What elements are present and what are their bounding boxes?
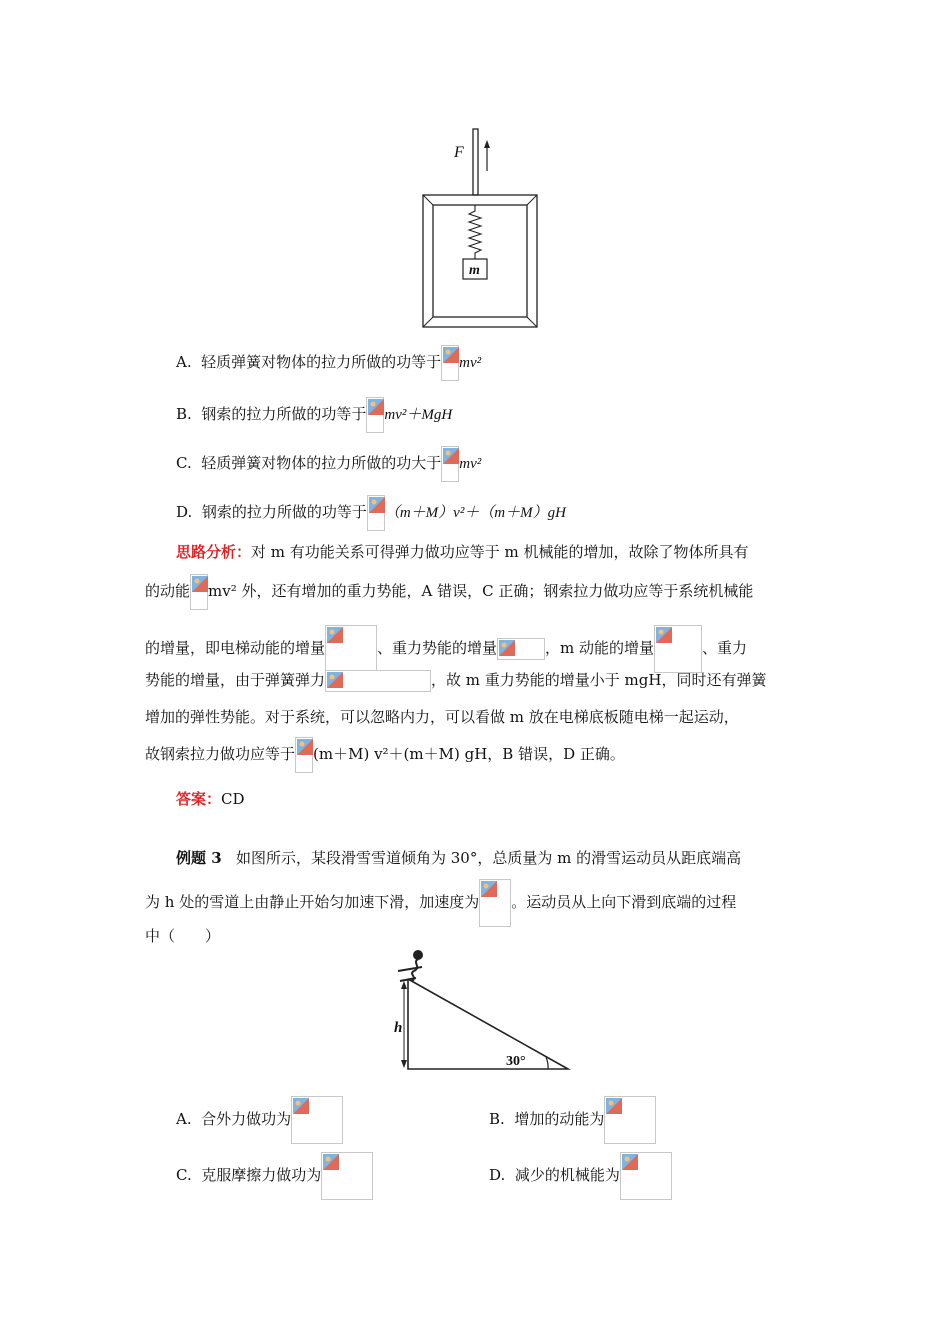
formula-image [295,737,313,773]
option-c: C. 轻质弹簧对物体的拉力所做的功大于 mv² [176,446,481,482]
q3-option-b: B. 增加的动能为 [489,1096,656,1144]
example3-line-3: 中（ ） [145,927,221,945]
option-a: A. 轻质弹簧对物体的拉力所做的功等于 mv² [176,345,481,381]
formula-image [325,625,377,673]
formula-image [497,638,545,660]
formula-image [321,1152,373,1200]
broken-image-icon [322,1153,340,1171]
option-d: D. 钢索的拉力所做的功等于 （m＋M）v²＋（m＋M）gH [176,495,566,531]
broken-image-icon [605,1097,623,1115]
q3-option-d: D. 减少的机械能为 [489,1152,672,1200]
broken-image-icon [292,1097,310,1115]
analysis-line-3: 的增量，即电梯动能的增量 、重力势能的增量 ，m 动能的增量 、重力 [145,625,747,673]
analysis-line-2: 的动能 mv² 外，还有增加的重力势能，A 错误，C 正确；钢索拉力做功应等于系统机械能 [145,574,753,610]
broken-image-icon [498,639,516,657]
example3-line-1: 例题 3 如图所示，某段滑雪雪道倾角为 30°，总质量为 m 的滑雪运动员从距底端高 [176,849,742,867]
broken-image-icon [621,1153,639,1171]
formula-image [291,1096,343,1144]
analysis-line-4: 势能的增量，由于弹簧弹力 ，故 m 重力势能的增量小于 mgH，同时还有弹簧 [145,670,766,692]
broken-image-icon [480,880,498,898]
broken-image-icon [367,398,385,416]
angle-label: 30° [506,1054,526,1069]
formula-image [325,670,431,692]
broken-image-icon [296,738,314,756]
broken-image-icon [326,626,344,644]
formula-image [441,345,459,381]
option-b: B. 钢索的拉力所做的功等于 mv²＋MgH [176,397,452,433]
formula-image [620,1152,672,1200]
height-label: h [394,1020,403,1036]
mass-label: m [469,263,480,278]
formula-image [479,879,511,927]
analysis-heading: 思路分析： [176,543,252,561]
broken-image-icon [326,671,344,689]
example3-line-2: 为 h 处的雪道上由静止开始匀加速下滑，加速度为 。运动员从上向下滑到底端的过程 [145,879,736,927]
elevator-spring-figure [410,125,550,335]
ski-slope-figure [378,945,578,1075]
q3-option-c: C. 克服摩擦力做功为 [176,1152,373,1200]
formula-image [366,397,384,433]
formula-image [441,446,459,482]
answer-line [176,789,245,809]
broken-image-icon [655,626,673,644]
broken-image-icon [368,496,386,514]
analysis-line-5: 增加的弹性势能。对于系统，可以忽略内力，可以看做 m 放在电梯底板随电梯一起运动， [145,708,739,726]
broken-image-icon [191,575,209,593]
answer-value: CD [221,790,245,808]
formula-image [654,625,702,673]
broken-image-icon [442,447,460,465]
answer-heading: 答案： [176,790,222,808]
formula-image [190,574,208,610]
analysis-line-1: 思路分析：对 m 有功能关系可得弹力做功应等于 m 机械能的增加，故除了物体所具有 [176,543,749,561]
q3-option-a: A. 合外力做功为 [176,1096,343,1144]
force-label: F [454,144,464,161]
formula-image [367,495,385,531]
broken-image-icon [442,346,460,364]
example3-heading: 例题 3 [176,849,222,867]
formula-image [604,1096,656,1144]
analysis-line-6: 故钢索拉力做功应等于 (m＋M) v²＋(m＋M) gH，B 错误，D 正确。 [145,737,625,773]
